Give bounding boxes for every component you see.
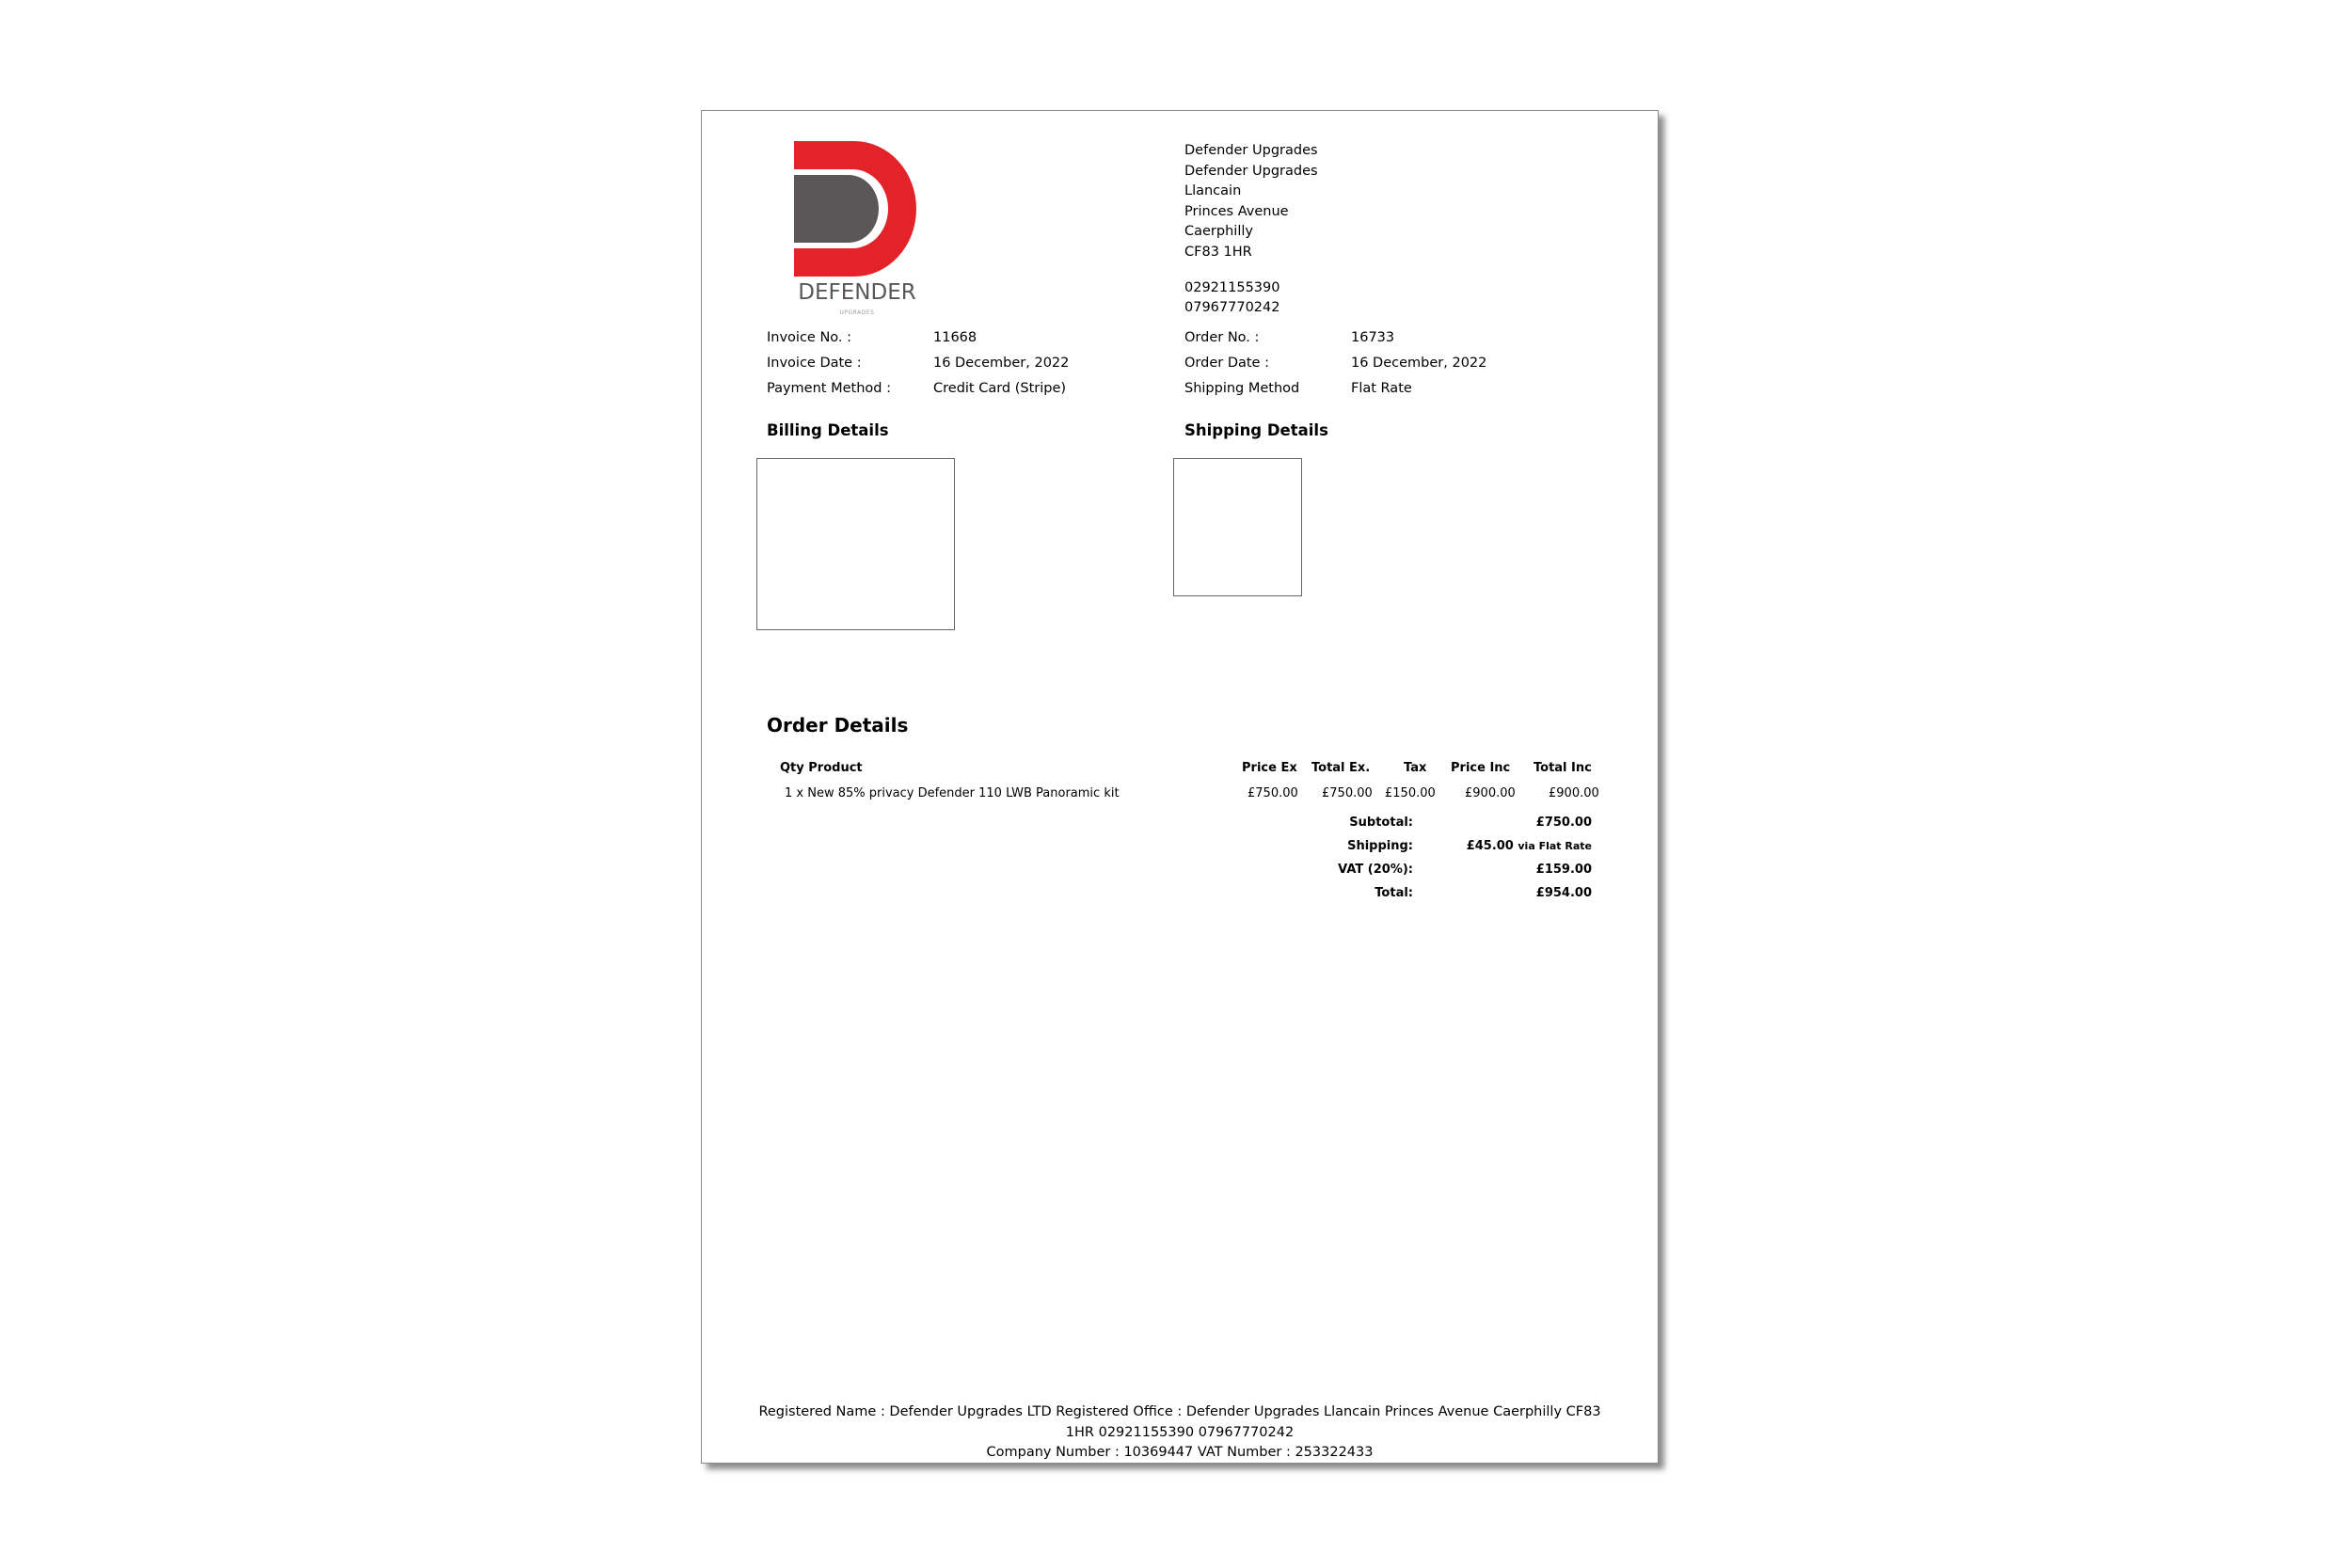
shop-phone: 07967770242 <box>1184 300 1280 316</box>
shipping-address-box <box>1173 458 1302 596</box>
order-date: 16 December, 2022 <box>1351 356 1487 371</box>
footer-line: Company Number : 10369447 VAT Number : 253322433 <box>986 1445 1374 1461</box>
shipping-details-heading: Shipping Details <box>1184 421 1328 439</box>
col-header-price-inc: Price Inc <box>1451 761 1511 775</box>
registered-footer <box>739 1402 1620 1464</box>
invoice-date: 16 December, 2022 <box>933 356 1070 371</box>
subtotal-label: Subtotal: <box>1349 816 1413 830</box>
subtotal-value: £750.00 <box>1535 816 1592 830</box>
col-header-total-ex: Total Ex. <box>1311 761 1371 775</box>
invoice-page <box>701 110 1659 1464</box>
invoice-number: 11668 <box>933 330 977 345</box>
total-value: £954.00 <box>1535 886 1592 900</box>
shipping-via: via Flat Rate <box>1518 840 1592 852</box>
total-label: Total: <box>1375 886 1413 900</box>
col-header-tax: Tax <box>1404 761 1427 775</box>
order-details-heading: Order Details <box>767 714 909 736</box>
invoice-date-label: Invoice Date : <box>767 356 862 371</box>
shop-address-line: Caerphilly <box>1184 224 1253 240</box>
item-price-ex: £750.00 <box>1248 786 1298 800</box>
col-header-price-ex: Price Ex <box>1242 761 1297 775</box>
order-number-label: Order No. : <box>1184 330 1260 345</box>
col-header-total-inc: Total Inc <box>1534 761 1592 775</box>
shop-address-line: CF83 1HR <box>1184 244 1252 260</box>
order-meta <box>1184 325 1523 402</box>
footer-line: 1HR 02921155390 07967770242 <box>1065 1424 1295 1440</box>
shipping-label: Shipping: <box>1347 839 1413 853</box>
vat-value: £159.00 <box>1535 863 1592 877</box>
shipping-value: £45.00 <box>1466 839 1514 853</box>
footer-line: Registered Name : Defender Upgrades LTD Registered Office : Defender Upgrades Llancain Princes Avenue Caerphilly CF83 <box>758 1404 1601 1419</box>
shop-address-line: Llancain <box>1184 183 1242 199</box>
shop-address-line: Princes Avenue <box>1184 203 1289 219</box>
order-number: 16733 <box>1351 330 1395 345</box>
logo-wordmark: DEFENDER <box>798 280 916 305</box>
item-total-ex: £750.00 <box>1322 786 1373 800</box>
billing-details-heading: Billing Details <box>767 421 889 439</box>
item-price-inc: £900.00 <box>1465 786 1516 800</box>
shipping-method-label: Shipping Method <box>1184 381 1300 396</box>
invoice-meta <box>767 325 1105 402</box>
shipping-method: Flat Rate <box>1351 381 1412 396</box>
logo-subtext: UPGRADES <box>839 309 875 316</box>
item-qty-product: 1 x New 85% privacy Defender 110 LWB Panoramic kit <box>785 786 1120 800</box>
defender-logo <box>787 141 928 282</box>
vat-label: VAT (20%): <box>1338 863 1413 877</box>
item-total-inc: £900.00 <box>1549 786 1599 800</box>
shop-address-line: Defender Upgrades <box>1184 143 1318 158</box>
shop-address-line: Defender Upgrades <box>1184 163 1318 179</box>
col-header-qty-product: Qty Product <box>780 761 863 775</box>
item-tax: £150.00 <box>1385 786 1436 800</box>
shop-phone: 02921155390 <box>1184 279 1280 295</box>
order-date-label: Order Date : <box>1184 356 1269 371</box>
billing-address-box <box>756 458 955 630</box>
invoice-number-label: Invoice No. : <box>767 330 852 345</box>
shop-address <box>1184 141 1318 319</box>
shipping-total <box>1467 839 1592 853</box>
payment-method: Credit Card (Stripe) <box>933 381 1067 396</box>
payment-method-label: Payment Method : <box>767 381 891 396</box>
